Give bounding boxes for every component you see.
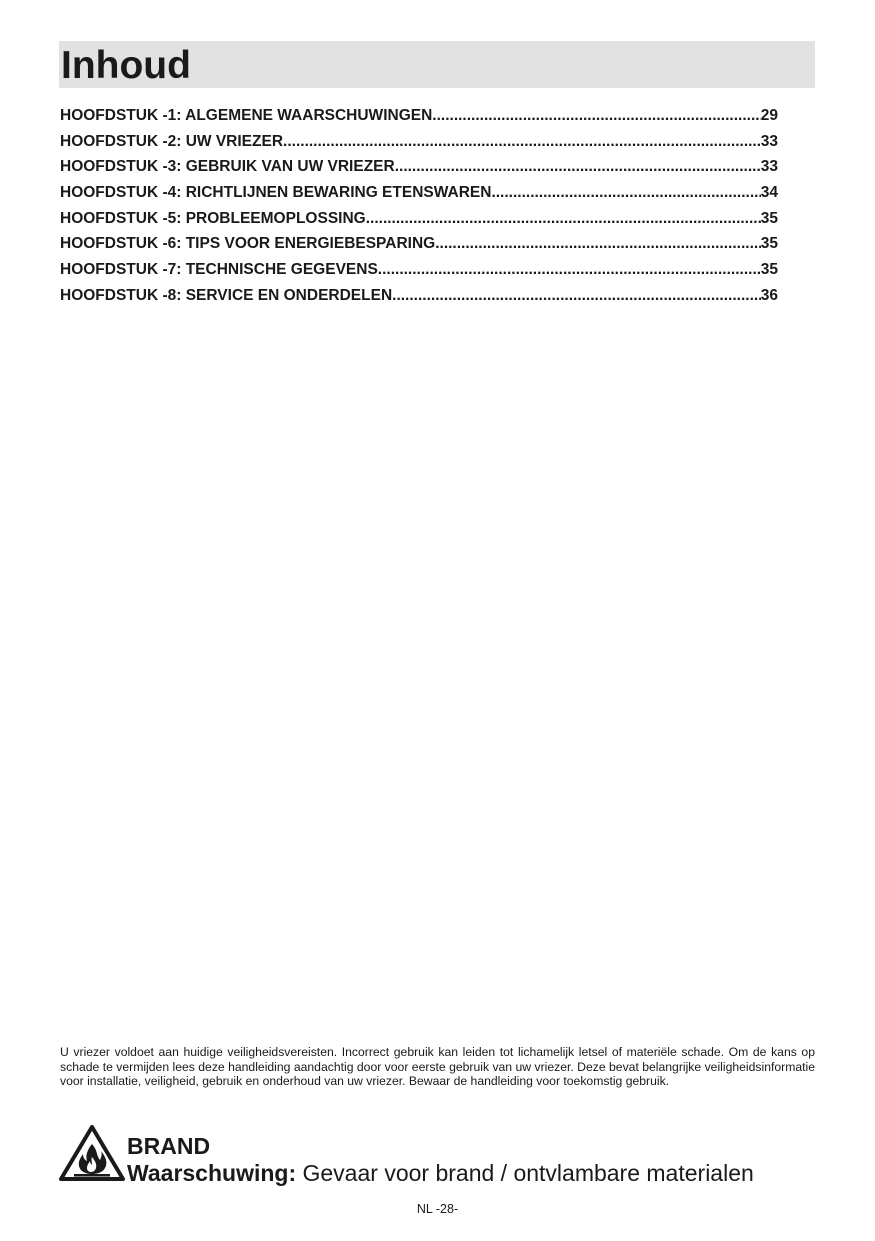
warning-label: Waarschuwing: bbox=[127, 1160, 297, 1186]
toc-entry-page: 34 bbox=[760, 184, 778, 202]
toc-leader-dots bbox=[432, 103, 760, 129]
intro-paragraph: U vriezer voldoet aan huidige veiligheidsvereisten. Incorrect gebruik kan leiden tot lichamelijk letsel of materiële schade. Om de kans op schade te vermijden lees deze handleiding aandachtig door voor eerste gebruik van uw vriezer. Deze bevat belangrijke veiligheidsinformatie voor installatie, veiligheid, gebruik en onderhoud van uw vriezer. Bewaar de handleiding voor toekomstig gebruik. bbox=[60, 1045, 815, 1089]
warning-line bbox=[127, 1159, 754, 1187]
warning-text: Gevaar voor brand / ontvlambare materialen bbox=[296, 1160, 754, 1186]
toc-entry-label: HOOFDSTUK -3: GEBRUIK VAN UW VRIEZER bbox=[60, 158, 395, 176]
toc-entry[interactable] bbox=[60, 129, 778, 155]
toc-entry[interactable] bbox=[60, 257, 778, 283]
title-bar bbox=[59, 41, 815, 88]
toc-leader-dots bbox=[392, 283, 761, 309]
toc-entry-label: HOOFDSTUK -8: SERVICE EN ONDERDELEN bbox=[60, 286, 393, 304]
warning-heading: BRAND bbox=[127, 1133, 211, 1159]
toc-entry-page: 29 bbox=[760, 107, 778, 124]
toc-entry-page: 35 bbox=[760, 261, 778, 279]
table-of-contents bbox=[60, 103, 778, 309]
toc-leader-dots bbox=[283, 129, 761, 155]
toc-entry[interactable] bbox=[60, 206, 778, 232]
toc-leader-dots bbox=[435, 231, 761, 257]
page-number: NL -28- bbox=[416, 1202, 459, 1216]
page-title: Inhoud bbox=[61, 44, 191, 87]
toc-entry-label: HOOFDSTUK -7: TECHNISCHE GEGEVENS bbox=[60, 261, 378, 279]
toc-entry-page: 35 bbox=[760, 209, 778, 227]
toc-leader-dots bbox=[378, 257, 761, 283]
toc-entry-label: HOOFDSTUK -4: RICHTLIJNEN BEWARING ETENSWAREN bbox=[60, 184, 492, 202]
toc-leader-dots bbox=[491, 180, 760, 206]
toc-entry-page: 36 bbox=[760, 286, 778, 304]
toc-entry-page: 33 bbox=[760, 158, 778, 176]
toc-entry[interactable] bbox=[60, 283, 778, 309]
toc-entry-label: HOOFDSTUK -5: PROBLEEMOPLOSSING bbox=[60, 209, 366, 227]
toc-leader-dots bbox=[395, 154, 761, 180]
toc-leader-dots bbox=[366, 206, 761, 232]
toc-entry-label: HOOFDSTUK -1: ALGEMENE WAARSCHUWINGEN bbox=[60, 107, 433, 124]
toc-entry-label: HOOFDSTUK -2: UW VRIEZER bbox=[60, 132, 284, 150]
toc-entry-label: HOOFDSTUK -6: TIPS VOOR ENERGIEBESPARING bbox=[60, 235, 436, 253]
toc-entry[interactable] bbox=[60, 103, 778, 129]
toc-entry[interactable] bbox=[60, 154, 778, 180]
toc-entry-page: 35 bbox=[760, 235, 778, 253]
toc-entry-page: 33 bbox=[760, 132, 778, 150]
toc-entry[interactable] bbox=[60, 231, 778, 257]
toc-entry[interactable] bbox=[60, 180, 778, 206]
fire-warning-icon bbox=[58, 1124, 126, 1182]
